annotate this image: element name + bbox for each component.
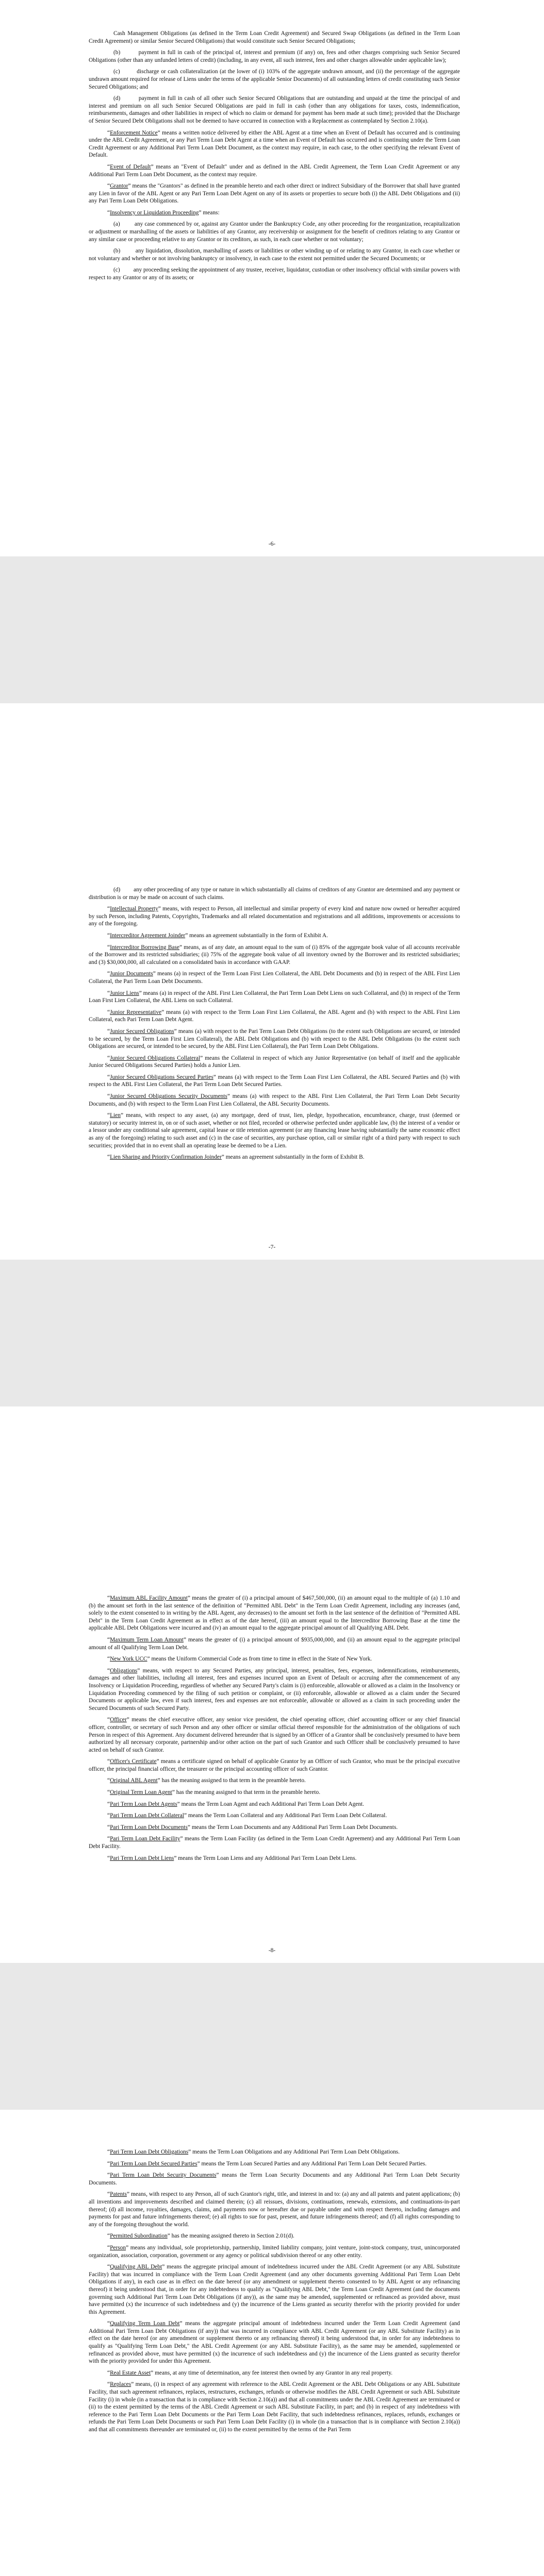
defined-term: Intercreditor Agreement Joinder bbox=[110, 932, 186, 939]
paragraph-text: means the greater of (i) a principal amount of $935,000,000, and (ii) an amount equal to the aggregate principal amount of all Qualifying Term Loan Debt. bbox=[89, 1636, 460, 1651]
paragraph: “Junior Representative” means (a) with respect to the Term Loan First Lien Collateral, the ABL Agent and (b) with respect to the ABL First Lien Collateral, each Pari Term Loan Debt Agent. bbox=[89, 1009, 460, 1023]
paragraph: “Maximum ABL Facility Amount” means the greater of (i) a principal amount of $467,500,000, (ii) an amount equal to the multiple of (a) 1.10 and (b) the amount set forth in the last sentence of the definition of "Permitted ABL Debt" in the Term Loan Credit Agreement, including any increases (and, solely to the extent consented to in writing by the ABL Agent, any decreases) to the amount set forth in the last sentence of the definition of "Permitted ABL Debt" in the Term Loan Credit Agreement as in effect as of the date hereof, (iii) an amount equal to the Intercreditor Borrowing Base at the time the applicable ABL Debt Obligations were incurred and (iv) an amount equal to the aggregate principal amount of all Qualifying ABL Debt. bbox=[89, 1595, 460, 1632]
paragraph bbox=[89, 247, 460, 262]
page-number: -7- bbox=[268, 1244, 276, 1250]
defined-term: Event of Default bbox=[110, 163, 151, 170]
paragraph-text: any other proceeding of any type or nature in which substantially all claims of creditors of any Grantor are determined and any payment or distribution is or may be made on account of such claims. bbox=[89, 887, 460, 901]
defined-term: Junior Secured Obligations Secured Parties bbox=[110, 1074, 213, 1080]
paragraph-text: means, at any time of determination, any fee interest then owned by any Grantor in any real property. bbox=[153, 2369, 393, 2376]
defined-term: Permitted Subordination bbox=[110, 2233, 168, 2240]
paragraph-text: means (a) in respect of the Term Loan First Lien Collateral, the ABL Debt Documents and (b) in respect of the ABL First Lien Collateral, the Pari Term Loan Debt Documents. bbox=[89, 971, 460, 985]
paragraph: “Intellectual Property” means, with respect to Person, all intellectual and similar property of every kind and nature now owned or hereafter acquired by such Person, including Patents, Copyrights, Trademarks and all related documentation and registrations and all additions, improvements or accessions to any of the foregoing. bbox=[89, 906, 460, 927]
defined-term: Obligations bbox=[110, 1667, 138, 1674]
defined-term: Pari Term Loan Debt Secured Parties bbox=[110, 2160, 197, 2167]
defined-term: Junior Representative bbox=[110, 1009, 162, 1015]
document-page-4 bbox=[0, 2110, 544, 2576]
paragraph: “Original Term Loan Agent” has the meaning assigned to that term in the preamble hereto. bbox=[107, 1789, 321, 1796]
defined-term: Qualifying Term Loan Debt bbox=[110, 2320, 180, 2327]
paragraph: “Junior Secured Obligations Secured Parties” means (a) with respect to the Term Loan First Lien Collateral, the ABL Secured Parties and (b) with respect to the ABL First Lien Collateral, the Pari Term Loan Debt Secured Parties. bbox=[89, 1074, 460, 1088]
paragraph-text: means the aggregate principal amount of indebtedness incurred under the ABL Credit Agreement (or any ABL Substitute Facility) that was incurred in compliance with the Term Loan Credit Agreement (and any other documents governing Additional Pari Term Loan Debt Obligations if any), in each case as in effect on the date hereof (or any amendment or supplement thereto consented to by ABL Agent or any refinancing thereof) it being understood that, in order for any indebtedness to qualify as "Qualifying ABL Debt," the Term Loan Credit Agreement (and the documents governing such Additional Pari Term Loan Debt Obligations (if any)), as the same may be amended, supplemented or refinanced as provided above, must have permitted (x) the incurrence of such indebtedness and (y) the incurrence of the Liens granted as security therefor with the priority provided for under this Agreement. bbox=[89, 2264, 460, 2315]
page-number: -6- bbox=[268, 541, 276, 547]
paragraph-text: means the greater of (i) a principal amount of $467,500,000, (ii) an amount equal to the multiple of (a) 1.10 and (b) the amount set forth in the last sentence of the definition of "Permitted ABL Debt" in the Term Loan Credit Agreement, including any increases (and, solely to the extent consented to in writing by the ABL Agent, any decreases) to the amount set forth in the last sentence of the definition of "Permitted ABL Debt" in the Term Loan Credit Agreement as in effect as of the date hereof, (iii) an amount equal to the Intercreditor Borrowing Base at the time the applicable ABL Debt Obligations were incurred and (iv) an amount equal to the aggregate principal amount of all Qualifying ABL Debt. bbox=[89, 1595, 460, 1632]
paragraph-text: means: bbox=[201, 209, 220, 216]
paragraph-text: means an "Event of Default" under and as defined in the ABL Credit Agreement, the Term Loan Credit Agreement or any Additional Pari Term Loan Debt Document, as the context may require. bbox=[89, 163, 460, 178]
paragraph-text: means an agreement substantially in the form of Exhibit A. bbox=[188, 932, 328, 939]
defined-term: Lien Sharing and Priority Confirmation Joinder bbox=[110, 1154, 222, 1161]
paragraph-text: means (a) with respect to the Pari Term Loan Debt Obligations (to the extent such Obligations are secured, or intended to be secured, by the Term Loan First Lien Collateral), the ABL Debt Obligations and (b) with respect to the ABL Debt Obligations (to the extent such Obligations are secured, or intended to be secured, by the ABL First Lien Collateral), the Pari Term Loan Debt Obligations. bbox=[89, 1028, 460, 1050]
page-2-body bbox=[89, 886, 460, 1165]
paragraph: “Maximum Term Loan Amount” means the greater of (i) a principal amount of $935,000,000, and (ii) an amount equal to the aggregate principal amount of all Qualifying Term Loan Debt. bbox=[89, 1636, 460, 1651]
paragraph-text: has the meaning assigned to that term in the preamble hereto. bbox=[174, 1789, 321, 1796]
paragraph: “Event of Default” means an "Event of Default" under and as defined in the ABL Credit Agreement, the Term Loan Credit Agreement or any Additional Pari Term Loan Debt Document, as the context may require. bbox=[89, 163, 460, 178]
defined-term: Intellectual Property bbox=[110, 906, 158, 912]
paragraph: “Junior Liens” means (a) in respect of the ABL First Lien Collateral, the Pari Term Loan Debt Liens on such Collateral, and (b) in respect of the Term Loan First Lien Collateral, the ABL Liens on such Collateral. bbox=[89, 990, 460, 1004]
paragraph bbox=[89, 49, 460, 64]
clause-marker: (a) bbox=[113, 221, 120, 228]
paragraph: “Pari Term Loan Debt Collateral” means the Term Loan Collateral and any Additional Pari Term Loan Debt Collateral. bbox=[107, 1812, 387, 1819]
defined-term: Junior Documents bbox=[110, 971, 153, 977]
paragraph: “Person” means any individual, sole proprietorship, partnership, limited liability company, joint venture, joint-stock company, trust, unincorporated organization, association, corporation, government or any agency or political subdivision thereof or any other entity. bbox=[89, 2244, 460, 2259]
paragraph-text: means the Term Loan Security Documents and any Additional Pari Term Loan Debt Security Documents. bbox=[89, 2172, 460, 2186]
defined-term: Grantor bbox=[110, 183, 128, 190]
paragraph bbox=[89, 886, 460, 901]
paragraph-text: Cash Management Obligations (as defined in the Term Loan Credit Agreement) and Secured Swap Obligations (as defined in the Term Loan Credit Agreement) or similar Senior Secured Obligations) that would constitute such Senior Secured Obligations; bbox=[89, 30, 460, 44]
paragraph: “Pari Term Loan Debt Secured Parties” means the Term Loan Secured Parties and any Additional Pari Term Loan Debt Secured Parties. bbox=[107, 2160, 427, 2167]
page-3-body bbox=[89, 1595, 460, 1866]
paragraph: “Officer” means the chief executive officer, any senior vice president, the chief operating officer, chief accounting officer or any chief financial officer, controller, or secretary of such Person and any other officer or similar official thereof responsible for the administration of the obligations of such Person in respect of this Agreement. Any document delivered hereunder that is signed by an Officer of a Grantor shall be conclusively presumed to have been authorized by all necessary corporate, partnership and/or other action on the part of such Grantor and such Officer shall be conclusively presumed to have acted on behalf of such Grantor. bbox=[89, 1717, 460, 1753]
defined-term: Insolvency or Liquidation Proceeding bbox=[110, 209, 199, 216]
paragraph-text: means the aggregate principal amount of indebtedness incurred under the Term Loan Credit Agreement (and Additional Pari Term Loan Debt Obligations (if any)) that was incurred in compliance with ABL Credit Agreement (or any ABL Substitute Facility) as in effect on the date hereof (or any amendment or supplement thereto or any refinancing thereof) it being understood that, in order for any indebtedness to qualify as "Qualifying Term Loan Debt," the ABL Credit Agreement (or any ABL Substitute Facility), as the same may be amended, supplemented or refinanced as provided above, must have permitted (x) the incurrence of such indebtedness and (y) the incurrence of the Liens granted as security therefor with the priority provided for under this Agreement. bbox=[89, 2320, 460, 2365]
paragraph-text: means (a) in respect of the ABL First Lien Collateral, the Pari Term Loan Debt Liens on such Collateral, and (b) in respect of the Term Loan First Lien Collateral, the ABL Liens on such Collateral. bbox=[89, 990, 460, 1004]
paragraph-text: means, as of any date, an amount equal to the sum of (i) 85% of the aggregate book value of all accounts receivable of the Borrower and its restricted subsidiaries; (ii) 75% of the aggregate book value of all inventory owned by the Borrower and its restricted subsidiaries; and (3) $30,000,000, all calculated on a consolidated basis in accordance with GAAP. bbox=[89, 944, 460, 965]
defined-term: Enforcement Notice bbox=[110, 129, 158, 136]
defined-term: Replaces bbox=[110, 2381, 131, 2388]
clause-marker: (d) bbox=[113, 95, 121, 102]
paragraph bbox=[89, 266, 460, 281]
paragraph: “Permitted Subordination” has the meaning assigned thereto in Section 2.01(d). bbox=[107, 2233, 294, 2240]
defined-term: New York UCC bbox=[110, 1656, 147, 1663]
defined-term: Maximum ABL Facility Amount bbox=[110, 1595, 188, 1601]
defined-term: Person bbox=[110, 2244, 126, 2251]
paragraph bbox=[89, 30, 460, 45]
paragraph-text: means, with respect to Person, all intellectual and similar property of every kind and nature now owned or hereafter acquired by such Person, including Patents, Copyrights, Trademarks and all related documentation and registrations and all additions, improvements or accessions to any of the foregoing. bbox=[89, 906, 460, 927]
paragraph-text: means the chief executive officer, any senior vice president, the chief operating officer, chief accounting officer or any chief financial officer, controller, or secretary of such Person and any other officer or similar official thereof responsible for the administration of the obligations of such Person in respect of this Agreement. Any document delivered hereunder that is signed by an Officer of a Grantor shall be conclusively presumed to have been authorized by all necessary corporate, partnership and/or other action on the part of such Grantor and such Officer shall be conclusively presumed to have acted on behalf of such Grantor. bbox=[89, 1717, 460, 1753]
paragraph-text: means, with respect to any Person, all of such Grantor's right, title, and interest in and to: (a) any and all patents and patent applications; (b) all inventions and improvements described and claimed therein; (c) all reissues, divisions, continuations, renewals, extensions, and continuations-in-part thereof; (d) all income, royalties, damages, claims, and payments now or hereafter due or payable under and with respect thereto, including damages and payments for past and future infringements thereof; (e) all rights to sue for past, present, and future infringements thereof; and (f) all rights corresponding to any of the foregoing throughout the world. bbox=[89, 2191, 460, 2228]
paragraph-text: means the Term Loan Facility (as defined in the Term Loan Credit Agreement) and any Additional Pari Term Loan Debt Facility. bbox=[89, 1836, 460, 1850]
document-page-2 bbox=[0, 703, 544, 1260]
paragraph-text: any case commenced by or, against any Grantor under the Bankruptcy Code, any other proceeding for the reorganization, recapitalization or adjustment or marshalling of the assets or liabilities of any Grantor, any receivership or assignment for the benefit of creditors relating to any Grantor or any similar case or proceeding relative to any Grantor or its creditors, as such, in each case whether or not voluntary; bbox=[89, 221, 460, 243]
paragraph-text: means the Collateral in respect of which any Junior Representative (on behalf of itself and the applicable Junior Secured Obligations Secured Parties) holds a Junior Lien. bbox=[89, 1055, 460, 1069]
defined-term: Pari Term Loan Debt Security Documents bbox=[110, 2172, 217, 2179]
defined-term: Lien bbox=[110, 1112, 121, 1119]
paragraph-text: means the Uniform Commercial Code as from time to time in effect in the State of New York. bbox=[150, 1656, 372, 1663]
paragraph bbox=[89, 95, 460, 125]
paragraph-text: means any individual, sole proprietorship, partnership, limited liability company, joint venture, joint-stock company, trust, unincorporated organization, association, corporation, government or any agency or political subdivision thereof or any other entity. bbox=[89, 2244, 460, 2259]
clause-marker: (b) bbox=[113, 49, 121, 56]
paragraph-text: has the meaning assigned to that term in the preamble hereto. bbox=[160, 1777, 306, 1784]
defined-term: Pari Term Loan Debt Facility bbox=[110, 1836, 180, 1842]
defined-term: Pari Term Loan Debt Obligations bbox=[110, 2149, 189, 2155]
paragraph: “Enforcement Notice” means a written notice delivered by either the ABL Agent at a time when an Event of Default has occurred and is continuing under the ABL Credit Agreement, or any Pari Term Loan Debt Agent at a time when an Event of Default has occurred and is continuing under the Term Loan Credit Agreement or any Additional Pari Term Loan Debt Document, as the context may require, in each case, to the other specifying the relevant Event of Default. bbox=[89, 129, 460, 159]
paragraph bbox=[89, 221, 460, 243]
defined-term: Junior Secured Obligations Collateral bbox=[110, 1055, 201, 1061]
paragraph-text: means the "Grantors" as defined in the preamble hereto and each other direct or indirect Subsidiary of the Borrower that shall have granted any Lien in favor of the ABL Agent or any Pari Term Loan Debt Agent on any of its assets or properties to secure both (i) the ABL Debt Obligations and (ii) any Pari Term Loan Debt Obligations. bbox=[89, 183, 460, 205]
paragraph: “Real Estate Asset” means, at any time of determination, any fee interest then owned by any Grantor in any real property. bbox=[107, 2369, 393, 2376]
paragraph: “Pari Term Loan Debt Security Documents” means the Term Loan Security Documents and any Additional Pari Term Loan Debt Security Documents. bbox=[89, 2172, 460, 2186]
paragraph: “Lien Sharing and Priority Confirmation Joinder” means an agreement substantially in the form of Exhibit B. bbox=[107, 1154, 365, 1161]
defined-term: Real Estate Asset bbox=[110, 2369, 151, 2376]
paragraph: “Junior Secured Obligations” means (a) with respect to the Pari Term Loan Debt Obligations (to the extent such Obligations are secured, or intended to be secured, by the Term Loan First Lien Collateral), the ABL Debt Obligations and (b) with respect to the ABL Debt Obligations (to the extent such Obligations are secured, or intended to be secured, by the ABL First Lien Collateral), the Pari Term Loan Debt Obligations. bbox=[89, 1028, 460, 1050]
paragraph: “Junior Secured Obligations Collateral” means the Collateral in respect of which any Junior Representative (on behalf of itself and the applicable Junior Secured Obligations Secured Parties) holds a Junior Lien. bbox=[89, 1055, 460, 1069]
paragraph: “Pari Term Loan Debt Liens” means the Term Loan Liens and any Additional Pari Term Loan Debt Liens. bbox=[107, 1855, 357, 1861]
defined-term: Original ABL Agent bbox=[110, 1777, 158, 1784]
page-4-body bbox=[89, 2148, 460, 2438]
defined-term: Intercreditor Borrowing Base bbox=[110, 944, 179, 951]
paragraph-text: has the meaning assigned thereto in Section 2.01(d). bbox=[170, 2233, 294, 2240]
paragraph-text: means the Term Loan Agent and each Additional Pari Term Loan Debt Agent. bbox=[179, 1801, 365, 1807]
paragraph: “Pari Term Loan Debt Agents” means the Term Loan Agent and each Additional Pari Term Loan Debt Agent. bbox=[107, 1801, 365, 1807]
paragraph-text: means the Term Loan Collateral and any Additional Pari Term Loan Debt Collateral. bbox=[187, 1812, 387, 1819]
paragraph: “Insolvency or Liquidation Proceeding” means: bbox=[107, 209, 220, 216]
paragraph-text: means (a) with respect to the Term Loan First Lien Collateral, the ABL Agent and (b) with respect to the ABL First Lien Collateral, each Pari Term Loan Debt Agent. bbox=[89, 1009, 460, 1023]
paragraph: “Replaces” means, (i) in respect of any agreement with reference to the ABL Credit Agreement or the ABL Debt Obligations or any ABL Substitute Facility, that such agreement refinances, replaces, restructures, exchanges, refunds or otherwise modifies the ABL Credit Agreement or such ABL Substitute Facility (i) in whole (in a transaction that is in compliance with Section 2.10(a)) and that all commitments under the ABL Credit Agreement are terminated or (ii) to the extent permitted by the terms of the ABL Credit Agreement or such ABL Substitute Facility, in part; and (b) in respect of any indebtedness with reference to the Pari Term Loan Debt Documents or the Pari Term Loan Debt Facility, that such indebtedness refinances, replaces, refunds, exchanges or refunds the Pari Term Loan Debt Documents or such Pari Term Loan Debt Facility (i) in whole (in a transaction that is in compliance with Section 2.10(a)) and that all commitments thereunder are terminated or, (ii) to the extent permitted by the terms of the Pari Term bbox=[89, 2381, 460, 2433]
paragraph-text: means an agreement substantially in the form of Exhibit B. bbox=[224, 1154, 365, 1161]
clause-marker: (b) bbox=[113, 248, 121, 255]
defined-term: Pari Term Loan Debt Liens bbox=[110, 1855, 174, 1861]
paragraph bbox=[89, 68, 460, 91]
paragraph: “Pari Term Loan Debt Facility” means the Term Loan Facility (as defined in the Term Loan Credit Agreement) and any Additional Pari Term Loan Debt Facility. bbox=[89, 1836, 460, 1850]
paragraph-text: any proceeding seeking the appointment of any trustee, receiver, liquidator, custodian or other insolvency official with similar powers with respect to any Grantor or any of its assets; or bbox=[89, 267, 460, 281]
defined-term: Original Term Loan Agent bbox=[110, 1789, 172, 1796]
paragraph-text: means the Term Loan Documents and any Additional Pari Term Loan Debt Documents. bbox=[190, 1824, 398, 1831]
paragraph-text: means (a) with respect to the Term Loan First Lien Collateral, the ABL Secured Parties and (b) with respect to the ABL First Lien Collateral, the Pari Term Loan Debt Secured Parties. bbox=[89, 1074, 460, 1088]
paragraph: “Grantor” means the "Grantors" as defined in the preamble hereto and each other direct or indirect Subsidiary of the Borrower that shall have granted any Lien in favor of the ABL Agent or any Pari Term Loan Debt Agent on any of its assets or properties to secure both (i) the ABL Debt Obligations and (ii) any Pari Term Loan Debt Obligations. bbox=[89, 183, 460, 205]
paragraph: “Original ABL Agent” has the meaning assigned to that term in the preamble hereto. bbox=[107, 1777, 306, 1784]
paragraph-text: means, with respect to any Secured Parties, any principal, interest, penalties, fees, expenses, indemnifications, reimbursements, damages and other liabilities, including all interest, fees and expenses incurred upon an Event of Default or accruing after the commencement of any Insolvency or Liquidation Proceeding, regardless of whether any Secured Party's claim is (i) enforceable, allowable or allowed as a claim in the Insolvency or Liquidation Proceeding commenced by the filing of such petition or complaint, or (ii) enforceable, allowable or allowed as a claim under the Secured Documents or applicable law, even if such interest, fees and expenses are not enforceable, allowable or allowed as a claim in such proceeding under the Secured Documents of such Secured Party. bbox=[89, 1667, 460, 1711]
paragraph: “Junior Documents” means (a) in respect of the Term Loan First Lien Collateral, the ABL Debt Documents and (b) in respect of the ABL First Lien Collateral, the Pari Term Loan Debt Documents. bbox=[89, 971, 460, 985]
paragraph: “Intercreditor Agreement Joinder” means an agreement substantially in the form of Exhibit A. bbox=[107, 932, 328, 939]
paragraph: “Obligations” means, with respect to any Secured Parties, any principal, interest, penalties, fees, expenses, indemnifications, reimbursements, damages and other liabilities, including all interest, fees and expenses incurred upon an Event of Default or accruing after the commencement of any Insolvency or Liquidation Proceeding, regardless of whether any Secured Party's claim is (i) enforceable, allowable or allowed as a claim in the Insolvency or Liquidation Proceeding commenced by the filing of such petition or complaint, or (ii) enforceable, allowable or allowed as a claim under the Secured Documents or applicable law, even if such interest, fees and expenses are not enforceable, allowable or allowed as a claim in such proceeding under the Secured Documents of such Secured Party. bbox=[89, 1667, 460, 1711]
defined-term: Officer bbox=[110, 1717, 127, 1723]
document-page-1 bbox=[0, 0, 544, 556]
defined-term: Officer's Certificate bbox=[110, 1758, 157, 1765]
defined-term: Maximum Term Loan Amount bbox=[110, 1636, 184, 1643]
paragraph-text: means a written notice delivered by either the ABL Agent at a time when an Event of Default has occurred and is continuing under the ABL Credit Agreement, or any Pari Term Loan Debt Agent at a time when an Event of Default has occurred and is continuing under the Term Loan Credit Agreement or any Additional Pari Term Loan Debt Document, as the context may require, in each case, to the other specifying the relevant Event of Default. bbox=[89, 129, 460, 159]
paragraph: “Junior Secured Obligations Security Documents” means (a) with respect to the ABL First Lien Collateral, the Pari Term Loan Debt Security Documents, and (b) with respect to the Term Loan First Lien Collateral, the ABL Security Documents. bbox=[89, 1093, 460, 1107]
defined-term: Qualifying ABL Debt bbox=[110, 2264, 162, 2270]
paragraph-text: payment in full in cash of the principal of, interest and premium (if any) on, fees and other charges comprising such Senior Secured Obligations (other than any unfunded letters of credit) (including, in any event, all such interest, fees and other charges allowable under applicable law); bbox=[89, 49, 460, 63]
paragraph-text: means, (i) in respect of any agreement with reference to the ABL Credit Agreement or the ABL Debt Obligations or any ABL Substitute Facility, that such agreement refinances, replaces, restructures, exchanges, refunds or otherwise modifies the ABL Credit Agreement or such ABL Substitute Facility (i) in whole (in a transaction that is in compliance with Section 2.10(a)) and that all commitments under the ABL Credit Agreement are terminated or (ii) to the extent permitted by the terms of the ABL Credit Agreement or such ABL Substitute Facility, in part; and (b) in respect of any indebtedness with reference to the Pari Term Loan Debt Documents or the Pari Term Loan Debt Facility, that such indebtedness refinances, replaces, refunds, exchanges or refunds the Pari Term Loan Debt Documents or such Pari Term Loan Debt Facility (i) in whole (in a transaction that is in compliance with Section 2.10(a)) and that all commitments thereunder are terminated or, (ii) to the extent permitted by the terms of the Pari Term bbox=[89, 2381, 460, 2433]
page-1-body bbox=[89, 30, 460, 286]
paragraph: “New York UCC” means the Uniform Commercial Code as from time to time in effect in the State of New York. bbox=[107, 1656, 372, 1663]
document-page-3 bbox=[0, 1406, 544, 1963]
paragraph: “Qualifying ABL Debt” means the aggregate principal amount of indebtedness incurred under the ABL Credit Agreement (or any ABL Substitute Facility) that was incurred in compliance with the Term Loan Credit Agreement (and any other documents governing Additional Pari Term Loan Debt Obligations if any), in each case as in effect on the date hereof (or any amendment or supplement thereto consented to by ABL Agent or any refinancing thereof) it being understood that, in order for any indebtedness to qualify as "Qualifying ABL Debt," the Term Loan Credit Agreement (and the documents governing such Additional Pari Term Loan Debt Obligations (if any)), as the same may be amended, supplemented or refinanced as provided above, must have permitted (x) the incurrence of such indebtedness and (y) the incurrence of the Liens granted as security therefor with the priority provided for under this Agreement. bbox=[89, 2264, 460, 2315]
defined-term: Junior Secured Obligations bbox=[110, 1028, 174, 1035]
defined-term: Pari Term Loan Debt Collateral bbox=[110, 1812, 184, 1819]
paragraph: “Pari Term Loan Debt Documents” means the Term Loan Documents and any Additional Pari Term Loan Debt Documents. bbox=[107, 1824, 398, 1831]
paragraph-text: means a certificate signed on behalf of applicable Grantor by an Officer of such Grantor, who must be the principal executive officer, the principal financial officer, the treasurer or the principal accounting officer of such Grantor. bbox=[89, 1758, 460, 1772]
defined-term: Patents bbox=[110, 2191, 127, 2198]
paragraph-text: any liquidation, dissolution, marshalling of assets or liabilities or other winding up of or relating to any Grantor, in each case whether or not voluntary and whether or not involving bankruptcy or insolvency, in each case to the extent not permitted under the Secured Documents; or bbox=[89, 248, 460, 262]
defined-term: Junior Liens bbox=[110, 990, 139, 996]
defined-term: Pari Term Loan Debt Documents bbox=[110, 1824, 188, 1831]
paragraph: “Officer's Certificate” means a certificate signed on behalf of applicable Grantor by an Officer of such Grantor, who must be the principal executive officer, the principal financial officer, the treasurer or the principal accounting officer of such Grantor. bbox=[89, 1758, 460, 1772]
page-number: -8- bbox=[268, 1947, 276, 1954]
paragraph: “Patents” means, with respect to any Person, all of such Grantor's right, title, and interest in and to: (a) any and all patents and patent applications; (b) all inventions and improvements described and claimed therein; (c) all reissues, divisions, continuations, renewals, extensions, and continuations-in-part thereof; (d) all income, royalties, damages, claims, and payments now or hereafter due or payable under and with respect thereto, including damages and payments for past and future infringements thereof; (e) all rights to sue for past, present, and future infringements thereof; and (f) all rights corresponding to any of the foregoing throughout the world. bbox=[89, 2191, 460, 2228]
paragraph: “Qualifying Term Loan Debt” means the aggregate principal amount of indebtedness incurred under the Term Loan Credit Agreement (and Additional Pari Term Loan Debt Obligations (if any)) that was incurred in compliance with ABL Credit Agreement (or any ABL Substitute Facility) as in effect on the date hereof (or any amendment or supplement thereto or any refinancing thereof) it being understood that, in order for any indebtedness to qualify as "Qualifying Term Loan Debt," the ABL Credit Agreement (or any ABL Substitute Facility), as the same may be amended, supplemented or refinanced as provided above, must have permitted (x) the incurrence of such indebtedness and (y) the incurrence of the Liens granted as security therefor with the priority provided for under this Agreement. bbox=[89, 2320, 460, 2365]
paragraph-text: discharge or cash collateralization (at the lower of (i) 103% of the aggregate undrawn amount, and (ii) the percentage of the aggregate undrawn amount required for release of Liens under the terms of the applicable Senior Documents) of all outstanding letters of credit constituting such Senior Secured Obligations; and bbox=[89, 69, 460, 90]
paragraph-text: payment in full in cash of all other such Senior Secured Obligations that are outstanding and unpaid at the time the principal of and interest and premium on all such Senior Secured Obligations are paid in full in cash (other than any obligations for taxes, costs, indemnification, reimbursements, damages and other liabilities in respect of which no claim or demand for payment has been made at such time); provided that the Discharge of Senior Secured Debt Obligations shall not be deemed to have occurred in connection with a Replacement as contemplated by Section 2.10(a). bbox=[89, 95, 460, 124]
paragraph-text: means, with respect to any asset, (a) any mortgage, deed of trust, lien, pledge, hypothecation, encumbrance, charge, trust (deemed or statutory) or security interest in, on or of such asset, whether or not filed, recorded or otherwise perfected under applicable law, (b) the interest of a vendor or a lessor under any conditional sale agreement, capital lease or title retention agreement (or any financing lease having substantially the same economic effect as any of the foregoing) relating to such asset and (c) in the case of securities, any purchase option, call or similar right of a third party with respect to such securities; provided that in no event shall an operating lease be deemed to be a Lien. bbox=[89, 1112, 460, 1149]
paragraph-text: means the Term Loan Obligations and any Additional Pari Term Loan Debt Obligations. bbox=[191, 2149, 400, 2155]
paragraph: “Lien” means, with respect to any asset, (a) any mortgage, deed of trust, lien, pledge, hypothecation, encumbrance, charge, trust (deemed or statutory) or security interest in, on or of such asset, whether or not filed, recorded or otherwise perfected under applicable law, (b) the interest of a vendor or a lessor under any conditional sale agreement, capital lease or title retention agreement (or any financing lease having substantially the same economic effect as any of the foregoing) relating to such asset and (c) in the case of securities, any purchase option, call or similar right of a third party with respect to such securities; provided that in no event shall an operating lease be deemed to be a Lien. bbox=[89, 1112, 460, 1149]
defined-term: Junior Secured Obligations Security Documents bbox=[110, 1093, 227, 1100]
clause-marker: (d) bbox=[113, 887, 121, 893]
defined-term: Pari Term Loan Debt Agents bbox=[110, 1801, 177, 1807]
paragraph: “Intercreditor Borrowing Base” means, as of any date, an amount equal to the sum of (i) 85% of the aggregate book value of all accounts receivable of the Borrower and its restricted subsidiaries; (ii) 75% of the aggregate book value of all inventory owned by the Borrower and its restricted subsidiaries; and (3) $30,000,000, all calculated on a consolidated basis in accordance with GAAP. bbox=[89, 944, 460, 965]
paragraph: “Pari Term Loan Debt Obligations” means the Term Loan Obligations and any Additional Pari Term Loan Debt Obligations. bbox=[107, 2149, 400, 2155]
clause-marker: (c) bbox=[113, 69, 120, 75]
clause-marker: (c) bbox=[113, 267, 120, 274]
paragraph-text: means the Term Loan Secured Parties and any Additional Pari Term Loan Debt Secured Parties. bbox=[200, 2160, 427, 2167]
paragraph-text: means the Term Loan Liens and any Additional Pari Term Loan Debt Liens. bbox=[176, 1855, 357, 1861]
paragraph-text: means (a) with respect to the ABL First Lien Collateral, the Pari Term Loan Debt Security Documents, and (b) with respect to the Term Loan First Lien Collateral, the ABL Security Documents. bbox=[89, 1093, 460, 1107]
